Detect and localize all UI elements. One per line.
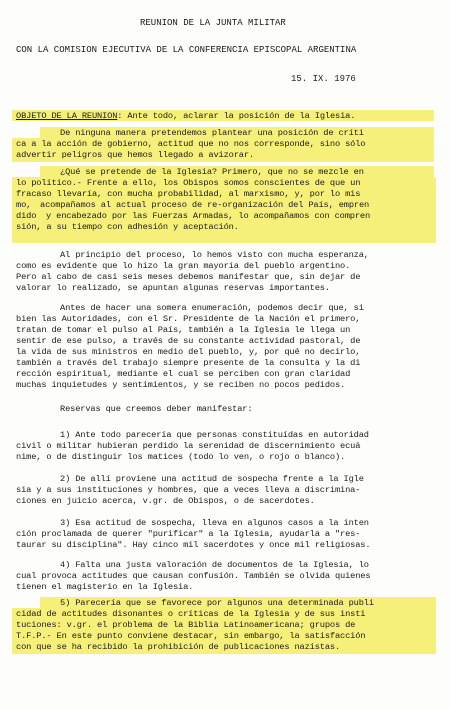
text-line: tienen el magisterio en la Iglesia. — [16, 582, 194, 592]
text-line: civil o militar hubieran perdido la serenidad de discernimiento ecuá — [16, 441, 361, 451]
text-line: ¿Qué se pretende de la Iglesia? Primero, que no se mezcle en — [60, 167, 364, 177]
text-line: 4) Falta una justa valoración de documentos de la Iglesia, lo — [60, 560, 369, 570]
text-line: acompañamos al actual proceso de re-organización del País, empren — [40, 200, 370, 210]
text-line: cidad de actitudes disonantes o críticas de la Iglesia y de sus insti — [16, 609, 366, 619]
text-line: rección espiritual, mediante el cual se perciben con gran claridad — [16, 369, 351, 379]
text-line: y encabezado por las Fuerzas Armadas, lo acompañamos con compren — [46, 211, 371, 221]
text-line: Pero al cabo de casi seis meses debemos manifestar que, sin dejar de — [16, 272, 361, 282]
text-line: ca a la acción de gobierno, actitud que no nos corresponde, sino sólo — [16, 139, 366, 149]
text-line: taurar su disciplina". Hay cinco mil sacerdotes y once mil religiosas. — [16, 540, 371, 550]
text-line: ciones en juicio acerca, v.gr. de Obispos, o de sacerdotes. — [16, 496, 315, 506]
text-line: muchas inquietudes y sentimientos, y se reciben no pocos pedidos. — [16, 380, 346, 390]
text-line: tuciones: v.gr. el problema de la Biblia Latinoamericana; grupos de — [16, 620, 356, 630]
text-line: OBJETO DE LA REUNION: Ante todo, aclarar la posición de la Iglesia. — [16, 111, 356, 121]
text-line: 1) Ante todo parecería que personas constituídas en autoridad — [60, 430, 369, 440]
text-line: bien las Autoridades, con el Sr. Presidente de la Nación el primero, — [16, 314, 361, 324]
text-line: cual provoca actitudes que causan confusión. También se olvida quienes — [16, 571, 371, 581]
document-subtitle: CON LA COMISION EJECUTIVA DE LA CONFERENCIA EPISCOPAL ARGENTINA — [16, 45, 357, 55]
text-line: la vida de sus ministros en medio del pueblo, y, por qué no decirlo, — [16, 347, 361, 357]
text-line: nime, o de distinguir los matices (todo lo ven, o rojo o blanco). — [16, 452, 346, 462]
text-line: De ninguna manera pretendemos plantear una posición de críti — [60, 128, 364, 138]
text-line: Reservas que creemos deber manifestar: — [60, 404, 253, 414]
document-title: REUNION DE LA JUNTA MILITAR — [140, 18, 286, 28]
document-date: 15. IX. 1976 — [291, 74, 356, 84]
text-line: T.F.P.- En este punto conviene destacar, sin embargo, la satisfacción — [16, 631, 366, 641]
text-line: Al principio del proceso, lo hemos visto con mucha esperanza, — [60, 250, 369, 260]
text-line: tratan de tomar el pulso al País, también a la Iglesia le llega un — [16, 325, 351, 335]
text-line: ción proclamada de querer "purificar" a la Iglesia, ayudarla a "res- — [16, 529, 361, 539]
text-line: mo, — [16, 200, 32, 210]
text-line: como es evidente que lo hizo la gran mayoría del pueblo argentino. — [16, 261, 351, 271]
text-line: valorar lo realizado, se apuntan algunas reservas importantes. — [16, 283, 330, 293]
text-line: 2) De allí proviene una actitud de sospecha frente a la Igle — [60, 474, 364, 484]
text-line: sión, a su tiempo con adhesión y aceptación. — [16, 222, 239, 232]
text-line: fracaso llevaría, con mucha probabilidad, al marxismo, y, por lo mis — [16, 189, 361, 199]
text-line: Antes de hacer una somera enumeración, podemos decir que, si — [60, 303, 364, 313]
text-line: sia y a sus instituciones y hombres, que a veces lleva a discrimina- — [16, 485, 361, 495]
text-line: sentir de ese pulso, a través de su constante actividad pastoral, de — [16, 336, 361, 346]
text-line: también a través del trabajo siempre presente de la consulta y la di — [16, 358, 361, 368]
text-line: lo político.- Frente a ello, los Obispos somos conscientes de que un — [16, 178, 361, 188]
text-line: 5) Parecería que se favorece por algunos una determinada publi — [60, 598, 374, 608]
text-line: con que se ha recibido la prohibición de publicaciones nazistas. — [16, 642, 341, 652]
text-line: 3) Esa actitud de sospecha, lleva en algunos casos a la inten — [60, 518, 369, 528]
text-line: dido — [16, 211, 37, 221]
text-line: advertir peligros que hemos llegado a avizorar. — [16, 150, 254, 160]
section-label: OBJETO DE LA REUNION — [16, 111, 118, 121]
